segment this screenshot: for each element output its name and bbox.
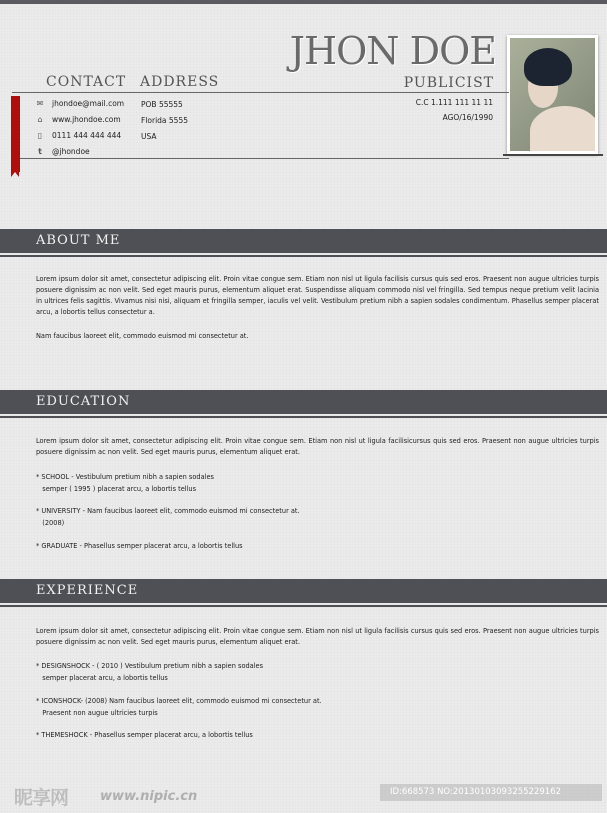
red-ribbon	[11, 96, 20, 172]
job-title: PUBLICIST	[403, 75, 494, 91]
address-line: USA	[141, 132, 157, 141]
birth-date: AGO/16/1990	[442, 113, 493, 122]
experience-text: Lorem ipsum dolor sit amet, consectetur adipiscing elit. Proin vitae congue sem. Etiam non nisl ut ligula facilisis cursus quis sed eros. Praesent non augue ultricies turpis posuere dignissim ac non velit. Sed eget mauris purus, elementum aliquet erat.	[36, 627, 599, 646]
contact-twitter[interactable]: t @jhondoe	[36, 147, 90, 156]
about-text: Lorem ipsum dolor sit amet, consectetur adipiscing elit. Proin vitae congue sem. Etiam non nisl ut ligula facilisis cursus quis sed eros. Praesent non augue ultricies turpis posuere dignissim ac non velit. Sed eget mauris purus, elementum aliquet erat. Suspendisse aliquam commodo nisl vel fringilla. Sed tempus neque pretium velit lacinia in ultrices felis sagittis. Vivamus nisi nisi, aliquam et fringilla semper, iaculis vel velit. Vestibulum pretium nibh a sapien sodales condimentum. Phasellus semper placerat arcu, a lobortis tellus consectetur a.	[36, 275, 599, 316]
mail-icon: ✉	[36, 99, 44, 108]
top-border	[0, 0, 607, 4]
watermark-url: www.nipic.cn	[100, 789, 198, 804]
address-line: Florida 5555	[141, 116, 188, 125]
twitter-icon: t	[38, 147, 42, 156]
header-divider	[12, 92, 509, 93]
watermark-id: ID:668573 NO:20130103093255229162	[380, 784, 602, 801]
phone-icon: ▯	[37, 131, 43, 140]
about-text-2: Nam faucibus laoreet elit, commodo euismod mi consectetur at.	[36, 332, 249, 340]
contact-website[interactable]: ⌂ www.jhondoe.com	[37, 115, 121, 124]
list-item: * DESIGNSHOCK - ( 2010 ) Vestibulum pretium nibh a sapien sodales semper placerat arcu, a lobortis tellus	[36, 662, 264, 682]
list-item: * SCHOOL - Vestibulum pretium nibh a sapien sodales semper ( 1995 ) placerat arcu, a lobortis tellus	[36, 473, 214, 493]
contact-heading: CONTACT	[46, 74, 127, 90]
id-number: C.C 1.111 111 11 11	[415, 98, 493, 107]
address-heading: ADDRESS	[140, 74, 220, 90]
contact-divider	[12, 158, 509, 159]
watermark-logo: 昵享网	[14, 787, 69, 809]
photo-underline	[503, 154, 603, 156]
education-title: EDUCATION	[36, 394, 131, 409]
about-band-line	[0, 255, 607, 257]
list-item: * GRADUATE - Phasellus semper placerat arcu, a lobortis tellus	[36, 542, 243, 550]
web-icon: ⌂	[37, 115, 43, 124]
experience-title: EXPERIENCE	[36, 583, 139, 598]
education-text: Lorem ipsum dolor sit amet, consectetur adipiscing elit. Proin vitae congue sem. Etiam non nisl ut ligula facilisicursus quis sed eros. Praesent non augue ultricies turpis posuere dignissim ac non velit. Sed eget mauris purus, elementum aliquet erat.	[36, 437, 599, 456]
list-item: * THEMESHOCK - Phasellus semper placerat arcu, a lobortis tellus	[36, 731, 253, 739]
list-item: * ICONSHOCK- (2008) Nam faucibus laoreet elit, commodo euismod mi consectetur at. Praesent non augue ultricies turpis	[36, 697, 322, 717]
profile-photo	[507, 35, 598, 154]
experience-band-line	[0, 605, 607, 607]
list-item: * UNIVERSITY - Nam faucibus laoreet elit, commodo euismod mi consectetur at. (2008)	[36, 507, 300, 527]
contact-email[interactable]: ✉ jhondoe@mail.com	[36, 99, 125, 108]
person-name: JHON DOE	[289, 29, 496, 73]
education-band-line	[0, 416, 607, 418]
address-line: POB 55555	[141, 100, 183, 109]
contact-phone: ▯ 0111 444 444 444	[37, 131, 122, 140]
about-title: ABOUT ME	[36, 233, 121, 248]
